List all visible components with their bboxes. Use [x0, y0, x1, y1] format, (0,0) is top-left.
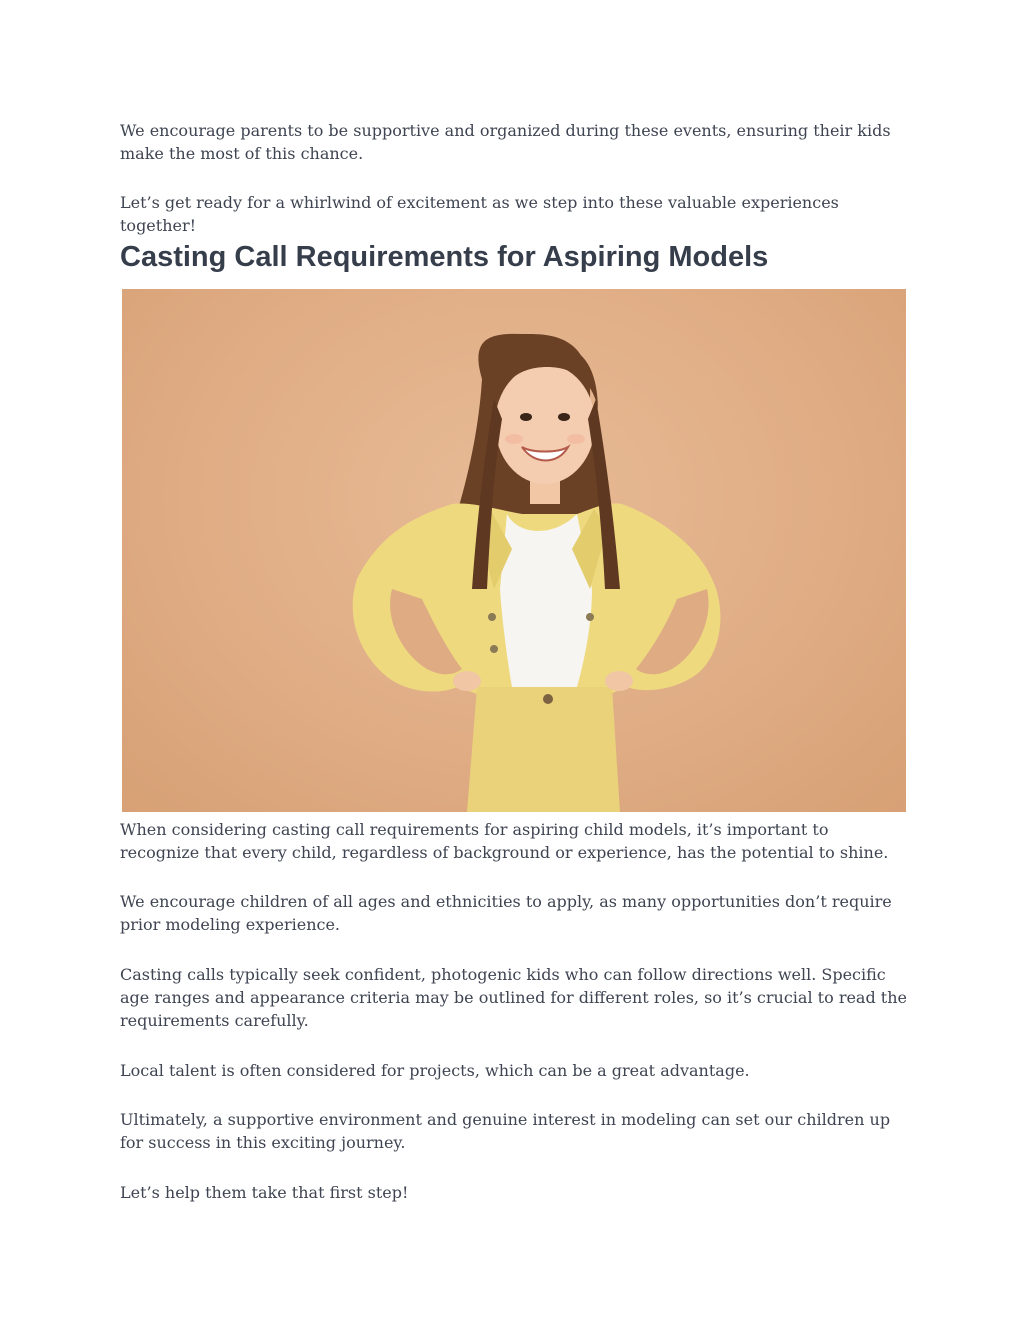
child-model-photo — [122, 289, 906, 812]
body-paragraph-every-child: When considering casting call requirements for aspiring child models, it’s important to recognize that every child, regardless of background or experience, has the potential to shine. — [120, 820, 889, 862]
intro-paragraph-parents: We encourage parents to be supportive and organized during these events, ensuring their kids make the most of this chance. — [120, 121, 891, 163]
body-paragraph-local-talent: Local talent is often considered for projects, which can be a great advantage. — [120, 1061, 750, 1080]
body-paragraph-first-step: Let’s help them take that first step! — [120, 1183, 409, 1202]
body-paragraph-supportive-environment: Ultimately, a supportive environment and genuine interest in modeling can set our children up for success in this exciting journey. — [120, 1110, 891, 1152]
body-paragraph-all-ages: We encourage children of all ages and ethnicities to apply, as many opportunities don’t require prior modeling experience. — [120, 892, 892, 934]
section-heading: Casting Call Requirements for Aspiring Models — [120, 241, 769, 273]
intro-paragraph-excitement: Let’s get ready for a whirlwind of excitement as we step into these valuable experiences together! — [120, 193, 839, 235]
body-paragraph-casting-criteria: Casting calls typically seek confident, photogenic kids who can follow directions well. Specific age ranges and appearance criteria may be outlined for different roles, so it’s crucial to read the requirements carefully. — [120, 965, 907, 1030]
